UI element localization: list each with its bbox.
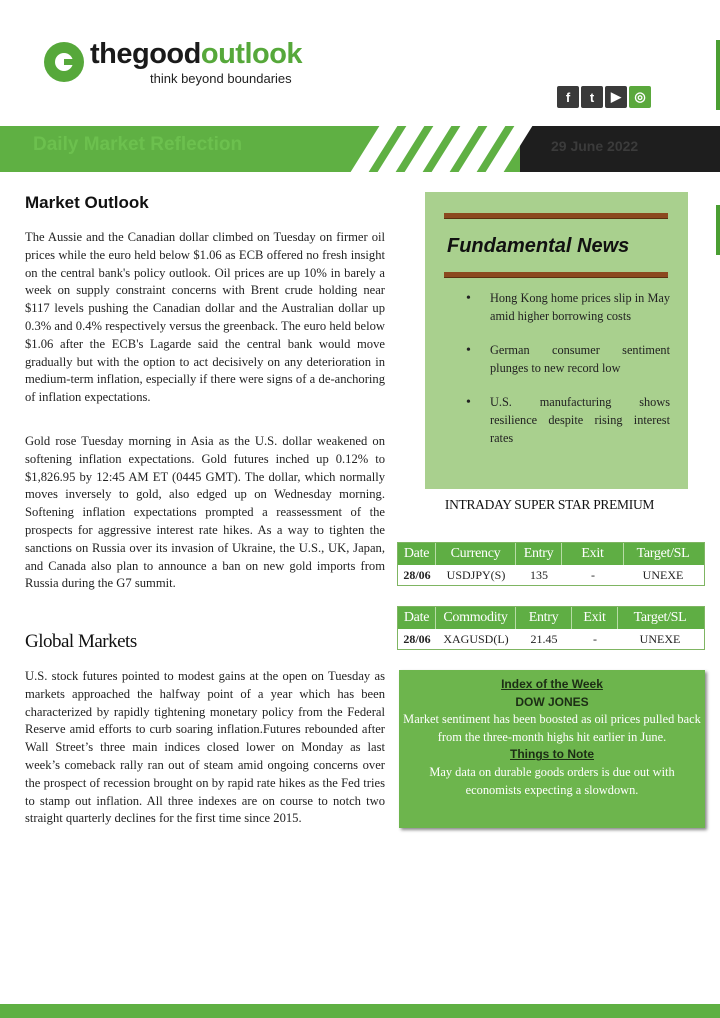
index-description: Market sentiment has been boosted as oil prices pulled back from the three-month highs hit earlier in June. (403, 712, 701, 744)
table-cell: 28/06 (403, 631, 431, 646)
list-item: • Hong Kong home prices slip in May amid higher borrowing costs (462, 290, 670, 325)
edge-accent (716, 40, 720, 110)
table-cell: - (593, 631, 597, 646)
table-cell: UNEXE (639, 631, 681, 646)
banner-date: 29 June 2022 (551, 138, 639, 154)
table-header-cell: Target/SL (633, 610, 687, 625)
table-row (398, 565, 704, 585)
brand-logo-text (90, 38, 302, 71)
edge-accent (716, 205, 720, 255)
table-cell: UNEXE (642, 567, 684, 582)
index-name: DOW JONES (515, 694, 589, 709)
table-header-cell: Date (398, 607, 436, 629)
index-of-week-heading: Index of the Week (501, 677, 603, 691)
table-header-row (398, 543, 704, 565)
facebook-icon[interactable]: f (557, 86, 579, 108)
table-header-cell: Exit (562, 543, 624, 565)
table-cell: USDJPY(S) (446, 567, 506, 582)
table-header-cell: Currency (436, 543, 516, 565)
logo-mark-icon (44, 42, 84, 82)
global-markets-heading: Global Markets (25, 631, 137, 652)
list-item: • U.S. manufacturing shows resilience despite rising interest rates (462, 394, 670, 447)
table-header-cell: Date (398, 543, 436, 565)
instagram-icon[interactable]: ◎ (629, 86, 651, 108)
brand-name-part2: outlook (200, 38, 303, 70)
fundamental-news-list (462, 290, 670, 464)
footer-bar (0, 1004, 720, 1018)
list-item: • German consumer sentiment plunges to new record low (462, 342, 670, 377)
fundamental-news-title: Fundamental News (447, 235, 630, 257)
index-of-week-content (403, 676, 701, 799)
table-cell: 21.45 (530, 631, 558, 646)
table-header-cell: Commodity (436, 607, 516, 629)
table-header-cell: Entry (516, 543, 562, 565)
currency-table (397, 542, 705, 586)
things-to-note-text: May data on durable goods orders is due out with economists expecting a slowdown. (429, 764, 675, 797)
intraday-title: INTRADAY SUPER STAR PREMIUM (444, 497, 655, 512)
table-header-row (398, 607, 704, 629)
table-row (398, 629, 704, 649)
divider (444, 272, 668, 278)
twitter-icon[interactable]: t (581, 86, 603, 108)
global-markets-paragraph: U.S. stock futures pointed to modest gains at the open on Tuesday as markets approached the halfway point of a year which has been characterized by rapidly tightening monetary policy from the Federal Reserve amid efforts to curb soaring inflation.Futures rebounded after Wall Street’s three main indices closed lower on Monday as last week’s comeback rally ran out of steam amid ongoing concerns over the prospect of recession brought on by rapid rate hikes as the Fed tries to stamp out inflation. All three indexes are on course to notch two straight quarterly declines for the first time since 2015. (25, 669, 385, 826)
divider (444, 213, 668, 219)
things-to-note-heading: Things to Note (510, 747, 594, 762)
market-outlook-paragraph: The Aussie and the Canadian dollar climbed on Tuesday on firmer oil prices while the euro held below $1.06 as ECB offered no fresh insight on the central bank's policy outlook. Oil prices are up 10% in barely a week on supply constraint concerns with Brent crude holding near $117 levels pushing the Canadian dollar and the Australian dollar up 0.3% and 0.4% respectively versus the greenback. The euro held below $1.06 after the ECB's Lagarde said the central bank would move gradually but with the option to act decisively on any deterioration in medium-term inflation, especially if there were signs of a de-anchoring of inflation expectations. (25, 230, 385, 405)
banner-title: Daily Market Reflection (33, 134, 243, 155)
commodity-table (397, 606, 705, 650)
market-outlook-heading: Market Outlook (25, 193, 149, 212)
brand-name-part1: thegood (90, 38, 201, 70)
table-header-cell: Target/SL (636, 546, 690, 561)
market-outlook-paragraph: Gold rose Tuesday morning in Asia as the U.S. dollar weakened on softening inflation expectations. Gold futures inched up 0.12% to $1,826.95 by 12:45 AM ET (0445 GMT). The dollar, which normally moves inversely to gold, also edged up on Wednesday morning. Softening inflation expectations prompted a reassessment of the prospects for aggressive interest rate hikes. As a way to tighten the sanctions on Russia over its invasion of Ukraine, the U.S., UK, Japan, and Canada also plan to announce a ban on new gold imports from Russia during the G7 summit. (25, 434, 385, 591)
table-header-cell: Exit (572, 607, 618, 629)
table-cell: 28/06 (403, 567, 431, 582)
brand-tagline: think beyond boundaries (150, 71, 292, 86)
youtube-icon[interactable]: ▶ (605, 86, 627, 108)
table-header-cell: Entry (516, 607, 572, 629)
table-cell: 135 (530, 567, 548, 582)
table-cell: XAGUSD(L) (443, 631, 509, 646)
table-cell: - (591, 567, 595, 582)
